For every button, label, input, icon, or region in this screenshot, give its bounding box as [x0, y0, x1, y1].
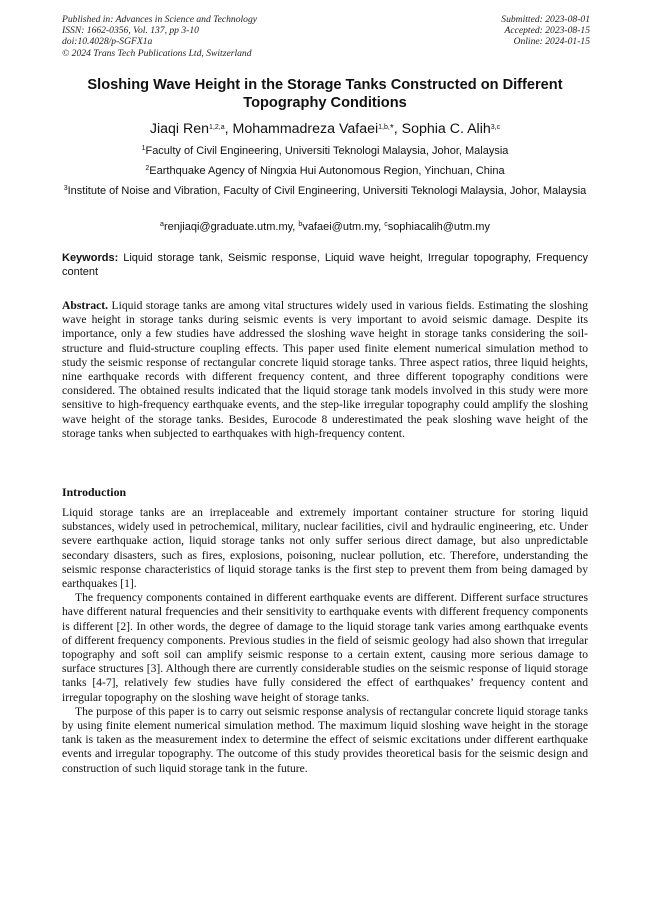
paragraph: The frequency components contained in different earthquake events are different. Different surface structures have different natural frequencies and their sensitivity to earthquake events with different frequency components is different [2]. In other words, the degree of damage to the liquid storage tank varies among earthquake events of different frequency components. Previous studies in the field of seismic geology had also shown that irregular topography and soft soil can amplify seismic response to a certain extent, causing more serious damage to surface structures [3]. Although there are currently considerable studies on the seismic response of liquid storage tanks [4-7], relatively few studies have fully considered the effect of earthquakes’ frequency content and irregular topography on the sloshing wave height of storage tanks.: [62, 591, 588, 704]
author-name: Jiaqi Ren: [149, 121, 210, 137]
affiliation-1: $^1$Faculty of Civil Engineering, Universiti Teknologi Malaysia, Johor, Malaysia: [141, 145, 509, 157]
paragraph: Liquid storage tanks are an irreplaceable and extremely important container structure for storing liquid substances, widely used in petrochemical, military, nuclear facilities, civil and hydraulic engineering, etc. Under severe earthquake action, liquid storage tanks not only suffer serious direct damage, but also unpredictable secondary disasters, such as fires, explosions, poisoning, nuclear pollution, etc. Therefore, understanding the seismic response characteristics of liquid storage tanks is the first step to prevent them from being damaged by earthquakes [1].: [62, 506, 588, 591]
submission-dates: [501, 14, 590, 48]
paragraph: The purpose of this paper is to carry out seismic response analysis of rectangular concrete liquid storage tanks by using finite element numerical simulation method. The maximum liquid sloshing wave height in the storage tank is taken as the measurement index to determine the effect of seismic excitations under different earthquake events and irregular topography. The outcome of this study provides theoretical basis for the seismic design and construction of such liquid storage tank in the future.: [62, 704, 588, 775]
author-name: , Mohammadreza Vafaei: [224, 121, 379, 137]
email-link[interactable]: sophiacalih@utm.my: [387, 221, 490, 233]
abstract-text: Liquid storage tanks are among vital structures widely used in various fields. Estimating the sloshing wave height in storage tanks during seismic events is very important to avoid seismic damage. Despite its importance, only a few studies have addressed the sloshing wave height in storage tanks considering the soil-structure and fluid-structure coupling effects. This paper used finite element numerical simulation method to study the seismic response of rectangular concrete liquid storage tanks. Three aspect ratios, three liquid heights, nine earthquake records with different frequency content, and three different topography conditions were considered. The obtained results indicated that the liquid storage tank models involved in this study were more sensitive to high-frequency earthquake events, and the step-like irregular topography could amplify the sloshing wave height of the storage tanks. Besides, Eurocode 8 underestimated the peak sloshing wave height of the storage tanks when subjected to earthquakes with high-frequency content.: [62, 299, 588, 440]
abstract-section: [62, 299, 588, 441]
published-in: Published in: Advances in Science and Technology: [62, 14, 258, 25]
keywords-text: Liquid storage tank, Seismic response, Liquid wave height, Irregular topography, Frequency content: [62, 252, 588, 278]
author-affiliation-mark: 3,c: [490, 124, 501, 131]
submitted-date: Submitted: 2023-08-01: [501, 14, 590, 25]
doi-line: doi:10.4028/p-SGFX1a: [62, 36, 153, 48]
publication-info: [62, 14, 257, 59]
email-addresses: $^a$renjiaqi@graduate.utm.my, $^b$vafaei@utm.my, $^c$sophiacalih@utm.my: [160, 221, 490, 233]
copyright-line: © 2024 Trans Tech Publications Ltd, Switzerland: [62, 47, 252, 59]
paper-title: [62, 76, 588, 112]
keywords-section: [62, 251, 588, 279]
introduction-heading: Introduction: [62, 485, 127, 499]
author-affiliation-mark: 1,b,*: [378, 123, 394, 134]
affiliation-2: $^2$Earthquake Agency of Ningxia Hui Autonomous Region, Yinchuan, China: [145, 165, 505, 177]
abstract-label: Abstract.: [62, 299, 109, 312]
online-date: Online: 2024-01-15: [513, 36, 590, 48]
issn-line: ISSN: 1662-0356, Vol. 137, pp 3-10: [62, 25, 199, 37]
accepted-date: Accepted: 2023-08-15: [504, 25, 590, 37]
introduction-section: [62, 506, 588, 776]
title-line-1: Sloshing Wave Height in the Storage Tanks Constructed on Different: [87, 77, 563, 93]
keywords-label: Keywords:: [62, 252, 119, 264]
corresponding-author-mark: *: [389, 123, 394, 134]
author-affiliation-mark: 1,2,a: [209, 124, 225, 131]
author-name: , Sophia C. Alih: [393, 121, 491, 137]
title-line-2: Topography Conditions: [243, 95, 407, 111]
email-link[interactable]: vafaei@utm.my,: [302, 221, 385, 233]
email-link[interactable]: renjiaqi@graduate.utm.my,: [163, 221, 299, 233]
author-list: [62, 120, 588, 138]
affiliation-3: $^3$Institute of Noise and Vibration, Faculty of Civil Engineering, Universiti Teknologi Malaysia, Johor, Malaysia: [63, 185, 587, 197]
